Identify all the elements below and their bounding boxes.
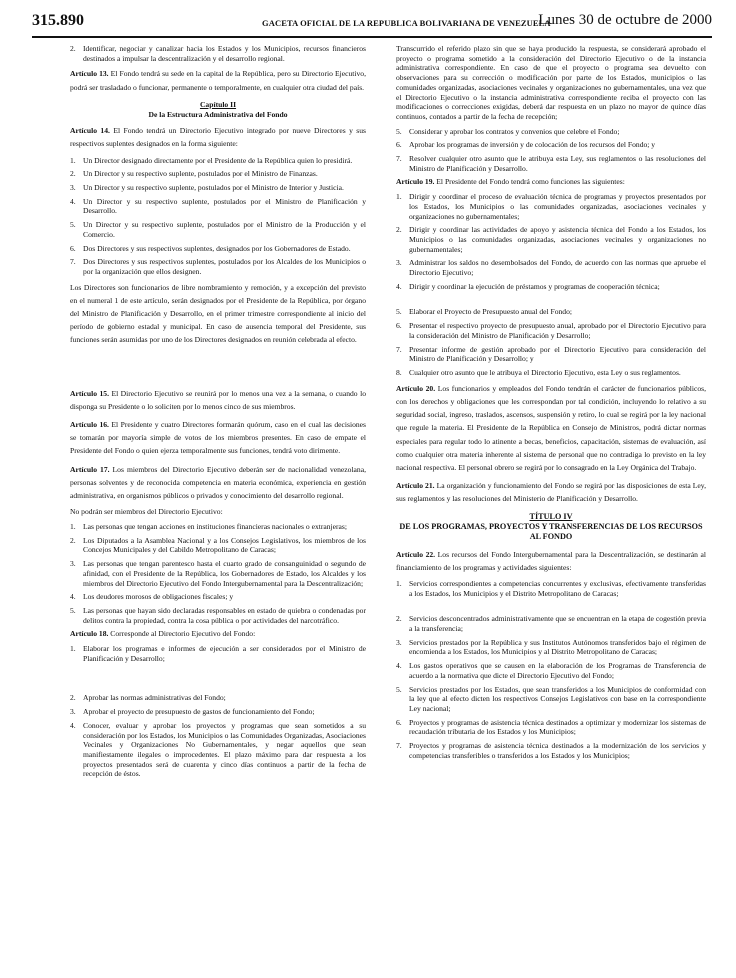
article-18-list bbox=[70, 644, 366, 779]
list-item: 1. Dirigir y coordinar el proceso de evaluación técnica de programas y proyectos presentados por los Estados, los Municipios o las comunidades organizadas, asociaciones vecinales y organizaciones no gubernamentales; bbox=[396, 192, 706, 221]
list-item: 2. Los Diputados a la Asamblea Nacional y a los Consejos Legislativos, los miembros de los Concejos Municipales y del Cabildo Metropolitano de Caracas; bbox=[70, 535, 366, 555]
list-item: 5. Un Director y su respectivo suplente, postulados por el Ministro de la Producción y el Comercio. bbox=[70, 220, 366, 239]
gazette-title: GACETA OFICIAL DE LA REPUBLICA BOLIVARIANA DE VENEZUELA bbox=[262, 18, 551, 28]
list-item: 5. Considerar y aprobar los contratos y convenios que celebre el Fondo; bbox=[396, 126, 620, 136]
list-item: 5. Elaborar el Proyecto de Presupuesto anual del Fondo; bbox=[396, 307, 573, 317]
list-item: 4. Los gastos operativos que se causen en la elaboración de los Programas de Transferencia de acuerdo a la normativa que dicte el Directorio Ejecutivo del Fondo; bbox=[396, 661, 706, 680]
list-item: 8. Cualquier otro asunto que le atribuya el Directorio Ejecutivo, esta Ley o sus reglamentos. bbox=[396, 367, 681, 377]
list-item: 4. Dirigir y coordinar la ejecución de préstamos y programas de cooperación técnica; bbox=[396, 281, 660, 291]
list-item: 5. Servicios prestados por los Estados, que sean transferidos a los Municipios de conformidad con la ley que al efecto dicten los respectivos Consejos Legislativos con base en la correspondiente Ley nacional; bbox=[396, 684, 706, 713]
list-item: 2. Dirigir y coordinar las actividades de apoyo y asistencia técnica del Fondo a los Estados, los Municipios o las comunidades organizadas, asociaciones vecinales y organizaciones no gubernamentales; bbox=[396, 225, 706, 254]
article-13: Artículo 13. El Fondo tendrá su sede en la capital de la República, pero su Directorio Ejecutivo, podrá ser trasladado o funcionar, permanente o temporalmente, en cualquier otra ciudad del país. bbox=[70, 69, 366, 92]
gazette-header bbox=[32, 12, 712, 38]
page-number: 315.890 bbox=[32, 12, 84, 29]
right-column bbox=[396, 44, 706, 764]
list-item: 6. Dos Directores y sus respectivos suplentes, designados por los Gobernadores de Estado. bbox=[70, 243, 351, 253]
article-19-list bbox=[396, 192, 706, 378]
left-column bbox=[70, 44, 366, 783]
article-18-continuation: Transcurrido el referido plazo sin que se haya producido la respuesta, se considerará aprobado el proyecto o programa sometido a la consideración del Directorio Ejecutivo o de la instancia administrativa correspondiente. En caso de que el proyecto o programa sea devuelto con observaciones para su corrección o modificación por parte de los Estados, municipios o las comunidades organizadas, asociaciones vecinales y organizaciones no gubernamentales, una vez que el Directorio Ejecutivo o la instancia administrativa correspondiente reciba el proyecto con las modificaciones o correcciones exigidas, deberá dar respuesta en un plazo no mayor de quince días continuos, contados a partir de la fecha de recepción; bbox=[396, 44, 706, 121]
list-item: 2. Identificar, negociar y canalizar hacia los Estados y los Municipios, recursos financieros destinados a impulsar la descentralización y el desarrollo regional. bbox=[70, 44, 366, 63]
article-14-list bbox=[70, 156, 366, 277]
article-22: Artículo 22. Los recursos del Fondo Intergubernamental para la Descentralización, se destinarán al financiamiento de los programas y actividades siguientes: bbox=[396, 549, 706, 572]
title-heading: TÍTULO IV DE LOS PROGRAMAS, PROYECTOS Y TRANSFERENCIAS DE LOS RECURSOS AL FONDO bbox=[399, 511, 703, 541]
article-18: Artículo 18. Corresponde al Directorio Ejecutivo del Fondo: bbox=[70, 629, 256, 639]
article-19: Artículo 19. El Presidente del Fondo tendrá como funciones las siguientes: bbox=[396, 177, 625, 187]
article-17-list bbox=[70, 522, 366, 625]
list-item: 7. Proyectos y programas de asistencia técnica destinados a la modernización de los servicios y competencias transferibles o transferidos a los Estados y los Municipios; bbox=[396, 741, 706, 760]
article-18-list-cont bbox=[396, 127, 706, 174]
article-14: Artículo 14. El Fondo tendrá un Directorio Ejecutivo integrado por nueve Directores y sus respectivos suplentes designados en la forma siguiente: bbox=[70, 126, 366, 149]
list-item: 3. Aprobar el proyecto de presupuesto de gastos de funcionamiento del Fondo; bbox=[70, 707, 315, 717]
list-item: 2. Servicios desconcentrados administrativamente que se encuentran en la etapa de cogestión previa a la transferencia; bbox=[396, 614, 706, 634]
list-item: 1. Elaborar los programas e informes de ejecución a ser considerados por el Ministro de Planificación y Desarrollo; bbox=[70, 644, 366, 663]
list-item: 4. Un Director y su respectivo suplente, postulados por el Ministro de Planificación y Desarrollo. bbox=[70, 196, 366, 216]
list-item: 6. Proyectos y programas de asistencia técnica destinados a optimizar y modernizar los sistemas de recaudación tributaria de los Estados y los Municipios; bbox=[396, 717, 706, 737]
article-21: Artículo 21. La organización y funcionamiento del Fondo se regirá por las disposiciones de esta Ley, sus reglamentos y las resoluciones del Ministerio de Planificación y Desarrollo. bbox=[396, 481, 706, 504]
list-item: 6. Presentar el respectivo proyecto de presupuesto anual, aprobado por el Directorio Ejecutivo para la consideración del Ministro de Planificación y Desarrollo; bbox=[396, 321, 706, 340]
list-item: 3. Las personas que tengan parentesco hasta el cuarto grado de consanguinidad o segundo de afinidad, con el Presidente de la República, los Gobernadores de Estado, los Alcaldes y los miembros del Directorio Ejecutivo del Fondo Intergubernamental para la Descentralización; bbox=[70, 559, 366, 588]
article-22-list bbox=[396, 579, 706, 761]
article-17-intro: No podrán ser miembros del Directorio Ejecutivo: bbox=[70, 507, 223, 517]
list-item: 7. Presentar informe de gestión aprobado por el Directorio Ejecutivo para consideración del Ministro de Planificación y Desarrollo; y bbox=[396, 344, 706, 364]
article-16: Artículo 16. El Presidente y cuatro Directores formarán quórum, caso en el cual las decisiones se tomarán por mayoría simple de votos de los miembros presentes. En caso de empate el Presidente del Fondo o quien ejerza temporalmente sus funciones, tendrá voto dirimente. bbox=[70, 420, 366, 456]
list-item: 1. Un Director designado directamente por el Presidente de la República quien lo presidirá. bbox=[70, 155, 353, 165]
chapter-heading: Capítulo II De la Estructura Administrativa del Fondo bbox=[148, 99, 288, 119]
list-item: 7. Dos Directores y sus respectivos suplentes, postulados por los Alcaldes de los Municipios o por la organización que ellos designen. bbox=[70, 257, 366, 276]
list-item: 3. Un Director y su respectivo suplente, postulados por el Ministro de Interior y Justicia. bbox=[70, 183, 344, 193]
list-item: 2. Aprobar las normas administrativas del Fondo; bbox=[70, 693, 226, 703]
list-item: 7. Resolver cualquier otro asunto que le atribuya esta Ley, sus reglamentos o las resoluciones del Ministro de Planificación y Desarrollo. bbox=[396, 154, 706, 173]
article-15: Artículo 15. El Directorio Ejecutivo se reunirá por lo menos una vez a la semana, o cuando lo disponga su Presidente o lo soliciten por lo menos cinco de sus miembros. bbox=[70, 388, 366, 411]
list-item: 1. Servicios correspondientes a competencias concurrentes y exclusivas, efectivamente transferidas a los Estados, los Municipios y el Distrito Metropolitano de Caracas; bbox=[396, 578, 706, 598]
list-item: 2. Un Director y su respectivo suplente, postulados por el Ministro de Finanzas. bbox=[70, 169, 318, 179]
list-item: 5. Las personas que hayan sido declaradas responsables en estado de quiebra o condenadas por delitos contra la propiedad, contra la cosa pública o por actividades del narcotráfico. bbox=[70, 605, 366, 625]
list-item: 3. Administrar los saldos no desembolsados del Fondo, de acuerdo con las normas que apruebe el Directorio Ejecutivo; bbox=[396, 258, 706, 278]
list-item: 4. Conocer, evaluar y aprobar los proyectos y programas que sean sometidos a su consideración por los Estados, los Municipios o las Comunidades Organizadas, Asociaciones Vecinales y Organizaciones No Gubernamentales, y negar aquellos que sean manifiestamente ilegales o improcedentes. El plazo máximo para dar respuesta a los proyectos presentados será de cuarenta y cinco días continuos a partir de la fecha de recepción de éstos. bbox=[70, 720, 366, 779]
list-item: 6. Aprobar los programas de inversión y de colocación de los recursos del Fondo; y bbox=[396, 140, 656, 150]
article-17: Artículo 17. Los miembros del Directorio Ejecutivo deberán ser de nacionalidad venezolana, personas solventes y de reconocida competencia en materia económica, experiencia en gestión administrativa, en organismos públicos o privados y conocimiento del desarrollo regional. bbox=[70, 464, 366, 501]
article-20: Artículo 20. Los funcionarios y empleados del Fondo tendrán el carácter de funcionarios públicos, con los derechos y obligaciones que les correspondan por tal condición, incluyendo lo relativo a su seguridad social, ingreso, traslados, ascensos, suspensión y retiro, lo cual se regirá por la ley nacional que regule la materia. El Presidente de la República en Consejo de Ministros, podrá dictar normas especiales para regular todo lo atinente a becas, beneficios, capacitación, sistemas de evaluación, así como cualquier otra materia inherente al sistema de personal que no contradiga lo previsto en la ley nacional respectiva. El personal obrero se regirá por lo consagrado en la Ley Orgánica del Trabajo. bbox=[396, 383, 707, 472]
article-14-close: Los Directores son funcionarios de libre nombramiento y remoción, y a excepción del previsto en el numeral 1 de este artículo, serán designados por el Presidente de la República, por órgano del Ministro de Planificación y Desarrollo, en el primer trimestre correspondiente al inicio del período de gobierno estadal y municipal. En caso de ausencia temporal del Presidente, sus funciones serán asumidas por uno de los Directores designados en reunión celebrada al efecto. bbox=[70, 282, 366, 345]
list-item: 1. Las personas que tengan acciones en instituciones financieras nacionales o extranjeras; bbox=[70, 522, 347, 531]
list-item: 3. Servicios prestados por la República y sus Institutos Autónomos transferidos bajo el régimen de encomienda a los Estados, los Municipios y al Distrito Metropolitano de Caracas; bbox=[396, 637, 706, 657]
list-item: 4. Los deudores morosos de obligaciones fiscales; y bbox=[70, 592, 234, 602]
issue-date: Lunes 30 de octubre de 2000 bbox=[538, 12, 712, 28]
